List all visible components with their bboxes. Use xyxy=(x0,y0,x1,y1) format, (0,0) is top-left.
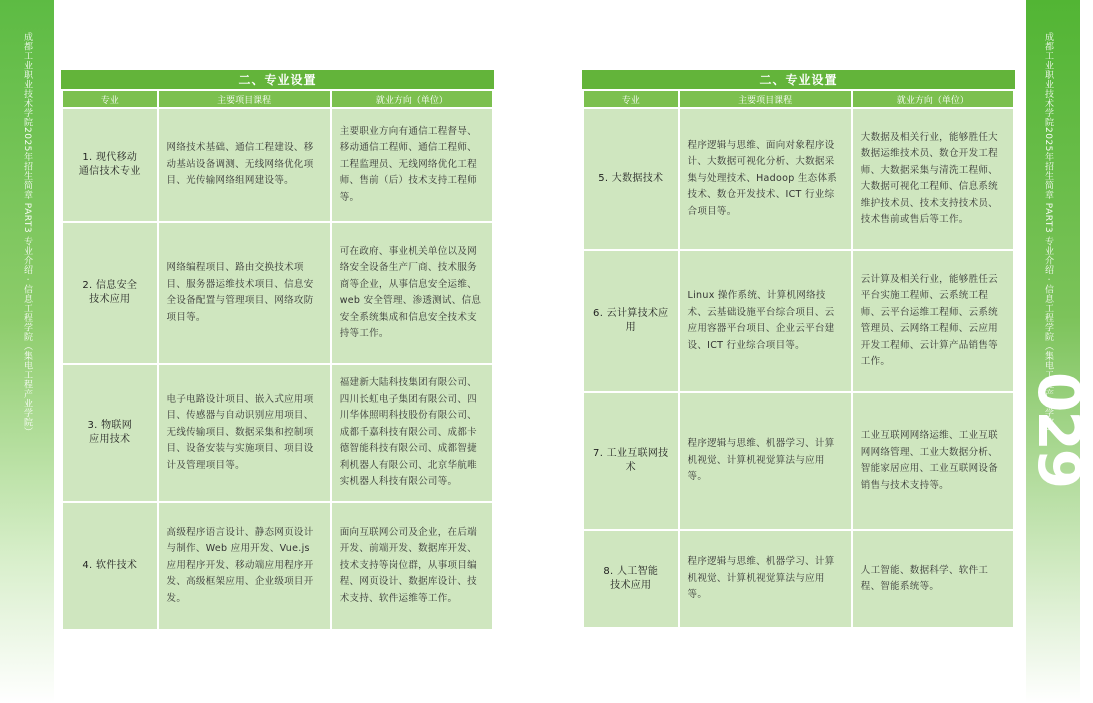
table-row xyxy=(584,393,1013,529)
major-careers: 大数据及相关行业，能够胜任大数据运维技术员、数仓开发工程师、大数据采集与清洗工程师、大数据可视化工程师、信息系统维护技术员、技术支持技术员、技术售前或售后等工作。 xyxy=(853,109,1013,249)
majors-table xyxy=(61,89,494,631)
major-courses: 电子电路设计项目、嵌入式应用项目、传感器与自动识别应用项目、无线传输项目、数据采集和控制项目、设备安装与实施项目、项目设计及管理项目等。 xyxy=(159,365,330,501)
major-courses: 网络技术基础、通信工程建设、移动基站设备调测、无线网络优化项目、光传输网络组网建设等。 xyxy=(159,109,330,221)
majors-table xyxy=(582,89,1015,629)
page-number: 029 xyxy=(1025,372,1093,488)
left-majors-panel xyxy=(61,70,494,631)
right-majors-panel xyxy=(582,70,1015,629)
major-courses: 程序逻辑与思维、机器学习、计算机视觉、计算机视觉算法与应用等。 xyxy=(680,531,851,627)
major-name: 7. 工业互联网技术 xyxy=(584,393,678,529)
table-row xyxy=(63,223,492,363)
table-header-row xyxy=(63,91,492,107)
major-courses: 网络编程项目、路由交换技术项目、服务器运维技术项目、信息安全设备配置与管理项目、网络攻防项目等。 xyxy=(159,223,330,363)
header-courses: 主要项目课程 xyxy=(680,91,851,107)
major-courses: Linux 操作系统、计算机网络技术、云基础设施平台综合项目、云应用容器平台项目、企业云平台建设、ICT 行业综合项目等。 xyxy=(680,251,851,391)
table-row xyxy=(63,365,492,501)
major-courses: 程序逻辑与思维、面向对象程序设计、大数据可视化分析、大数据采集与处理技术、Hadoop 生态体系技术、数仓开发技术、ICT 行业综合项目等。 xyxy=(680,109,851,249)
major-name: 1. 现代移动 通信技术专业 xyxy=(63,109,157,221)
header-careers: 就业方向（单位） xyxy=(332,91,492,107)
header-courses: 主要项目课程 xyxy=(159,91,330,107)
major-careers: 云计算及相关行业，能够胜任云平台实施工程师、云系统工程师、云平台运维工程师、云系统管理员、云网络工程师、云应用开发工程师、云计算产品销售等工作。 xyxy=(853,251,1013,391)
panel-title: 二、专业设置 xyxy=(582,70,1015,90)
major-careers: 福建新大陆科技集团有限公司、四川长虹电子集团有限公司、四川华体照明科技股份有限公司、成都千嘉科技有限公司、成都卡德智能科技有限公司、成都智捷利机器人有限公司、北京华航唯实机器人科技有限公司等。 xyxy=(332,365,492,501)
header-careers: 就业方向（单位） xyxy=(853,91,1013,107)
major-careers: 工业互联网网络运维、工业互联网网络管理、工业大数据分析、智能家居应用、工业互联网设备销售与技术支持等。 xyxy=(853,393,1013,529)
right-margin-text: 成都工业职业技术学院2025年招生简章 PART3 专业介绍 · 信息工程学院（集电工程产业学院） xyxy=(1043,32,1053,437)
header-major: 专业 xyxy=(584,91,678,107)
table-row xyxy=(584,251,1013,391)
major-careers: 人工智能、数据科学、软件工程、智能系统等。 xyxy=(853,531,1013,627)
major-name: 2. 信息安全 技术应用 xyxy=(63,223,157,363)
major-careers: 主要职业方向有通信工程督导、移动通信工程师、通信工程师、工程监理员、无线网络优化工程师、售前（后）技术支持工程师等。 xyxy=(332,109,492,221)
table-row xyxy=(63,109,492,221)
major-courses: 程序逻辑与思维、机器学习、计算机视觉、计算机视觉算法与应用等。 xyxy=(680,393,851,529)
right-decorative-band xyxy=(1026,0,1080,703)
table-header-row xyxy=(584,91,1013,107)
major-courses: 高级程序语言设计、静态网页设计与制作、Web 应用开发、Vue.js 应用程序开发、移动端应用程序开发、高级框架应用、企业级项目开发。 xyxy=(159,503,330,629)
header-major: 专业 xyxy=(63,91,157,107)
major-name: 8. 人工智能 技术应用 xyxy=(584,531,678,627)
left-margin-text: 成都工业职业技术学院2025年招生简章 PART3 专业介绍 · 信息工程学院（集电工程产业学院） xyxy=(22,32,32,437)
table-row xyxy=(584,109,1013,249)
major-name: 5. 大数据技术 xyxy=(584,109,678,249)
major-careers: 可在政府、事业机关单位以及网络安全设备生产厂商、技术服务商等企业，从事信息安全运维、web 安全管理、渗透测试、信息安全系统集成和信息安全技术支持等工作。 xyxy=(332,223,492,363)
major-name: 6. 云计算技术应用 xyxy=(584,251,678,391)
panel-title: 二、专业设置 xyxy=(61,70,494,90)
major-name: 3. 物联网 应用技术 xyxy=(63,365,157,501)
table-row xyxy=(63,503,492,629)
table-row xyxy=(584,531,1013,627)
major-careers: 面向互联网公司及企业，在后端开发、前端开发、数据库开发、技术支持等岗位群，从事项目编程、网页设计、数据库设计、技术支持、软件运维等工作。 xyxy=(332,503,492,629)
major-name: 4. 软件技术 xyxy=(63,503,157,629)
